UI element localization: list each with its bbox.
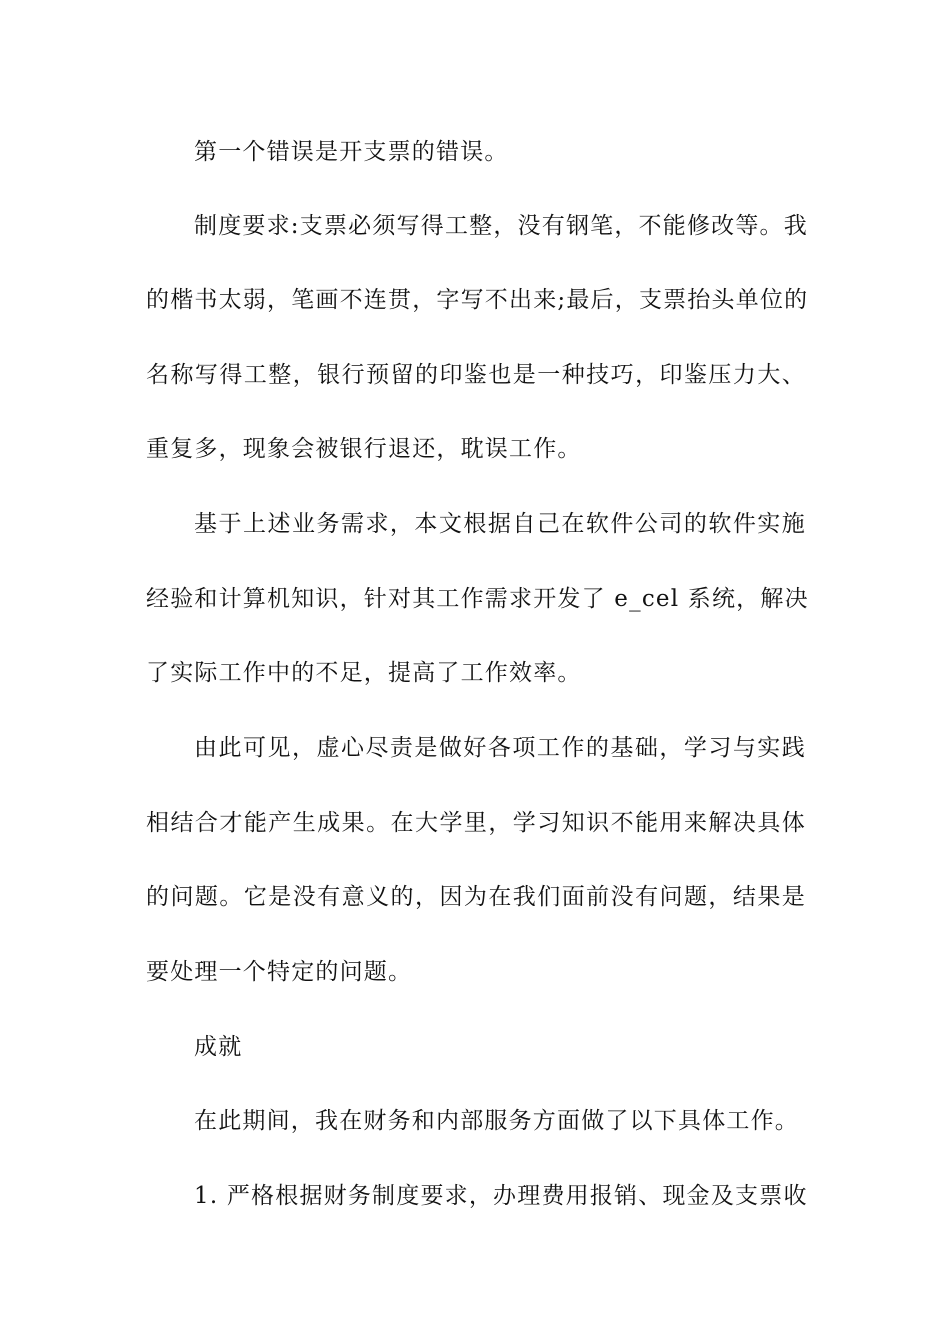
paragraph-line: 重复多，现象会被银行退还，耽误工作。: [146, 436, 582, 462]
paragraph-line: 基于上述业务需求，本文根据自己在软件公司的软件实施: [194, 511, 806, 537]
list-item-line: 1. 严格根据财务制度要求，办理费用报销、现金及支票收: [194, 1183, 808, 1209]
paragraph-line: 的楷书太弱，笔画不连贯，字写不出来;最后，支票抬头单位的: [146, 287, 809, 313]
paragraph-line: 名称写得工整，银行预留的印鉴也是一种技巧，印鉴压力大、: [146, 362, 806, 388]
paragraph-line: 要处理一个特定的问题。: [146, 959, 413, 985]
paragraph-line: 相结合才能产生成果。在大学里，学习知识不能用来解决具体: [146, 810, 806, 836]
paragraph-line: 在此期间，我在财务和内部服务方面做了以下具体工作。: [194, 1108, 799, 1134]
section-heading: 成就: [194, 1034, 243, 1060]
paragraph-line: 由此可见，虚心尽责是做好各项工作的基础，学习与实践: [194, 735, 806, 761]
paragraph-line: 制度要求:支票必须写得工整，没有钢笔，不能修改等。我: [194, 213, 808, 239]
paragraph-line: 经验和计算机知识，针对其工作需求开发了 e_cel 系统，解决: [146, 586, 809, 612]
paragraph-line: 的问题。它是没有意义的，因为在我们面前没有问题，结果是: [146, 884, 806, 910]
paragraph-line: 第一个错误是开支票的错误。: [194, 139, 509, 165]
paragraph-line: 了实际工作中的不足，提高了工作效率。: [146, 660, 582, 686]
